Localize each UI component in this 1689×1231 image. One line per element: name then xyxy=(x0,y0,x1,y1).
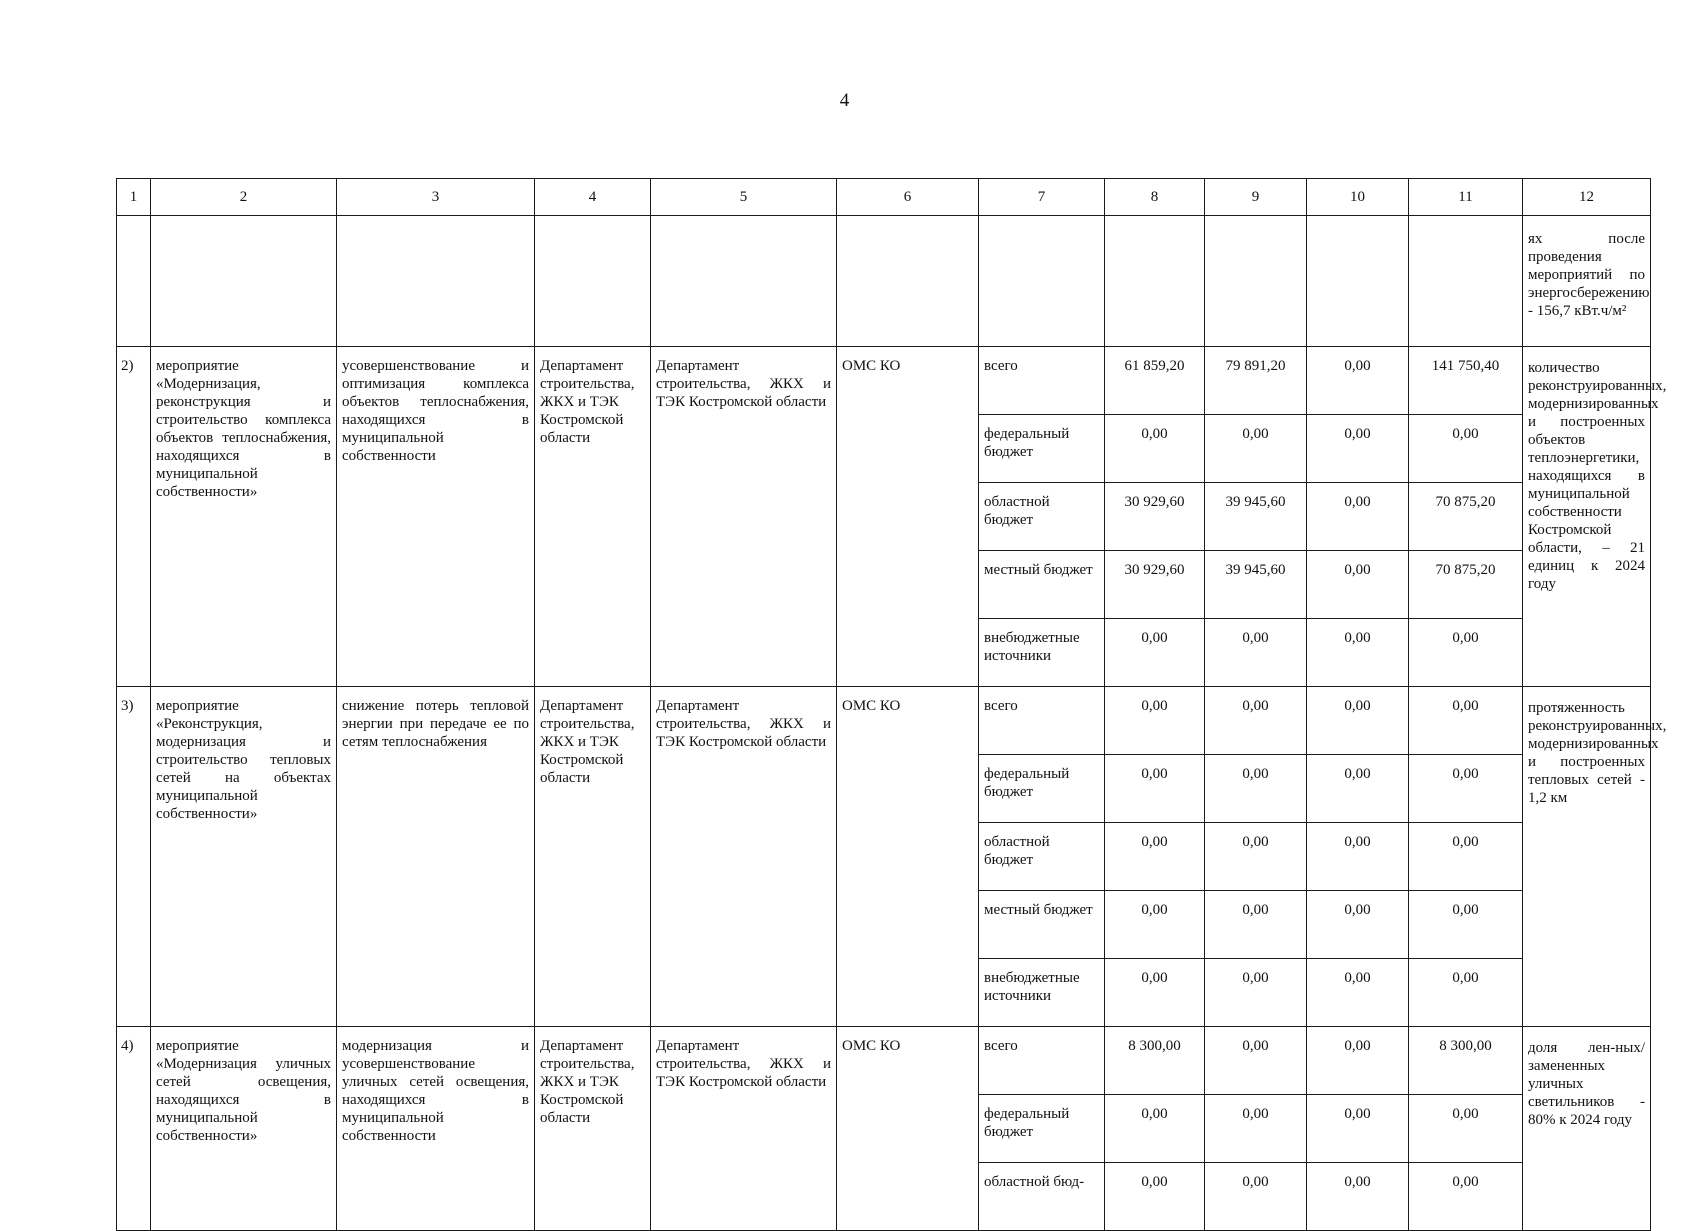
continuation-row xyxy=(117,216,1651,347)
empty-cell xyxy=(117,216,151,347)
amount-col8: 0,00 xyxy=(1105,891,1205,959)
header-cell: 7 xyxy=(979,179,1105,216)
amount-col8: 30 929,60 xyxy=(1105,551,1205,619)
funding-source: местный бюджет xyxy=(979,551,1105,619)
funding-source: областной бюджет xyxy=(979,483,1105,551)
amount-col10: 0,00 xyxy=(1307,823,1409,891)
header-cell: 10 xyxy=(1307,179,1409,216)
funding-source: внебюджетные источники xyxy=(979,619,1105,687)
empty-cell xyxy=(151,216,337,347)
amount-col11: 0,00 xyxy=(1409,891,1523,959)
result-continuation: ях после проведения мероприятий по энергосбережению - 156,7 кВт.ч/м² xyxy=(1523,216,1651,347)
header-cell: 9 xyxy=(1205,179,1307,216)
amount-col9: 0,00 xyxy=(1205,823,1307,891)
amount-col11: 70 875,20 xyxy=(1409,483,1523,551)
amount-col11: 141 750,40 xyxy=(1409,347,1523,415)
header-cell: 4 xyxy=(535,179,651,216)
funding-source: федеральный бюджет xyxy=(979,755,1105,823)
activity-name: мероприятие «Реконструкция, модернизация и строительство тепловых сетей на объектах муниципальной собственности» xyxy=(151,687,337,1027)
participant: Департамент строительства, ЖКХ и ТЭК Костромской области xyxy=(651,687,837,1027)
empty-cell xyxy=(337,216,535,347)
amount-col11: 0,00 xyxy=(1409,415,1523,483)
funding-source: областной бюджет xyxy=(979,823,1105,891)
activity-name: мероприятие «Модернизация уличных сетей освещения, находящихся в муниципальной собственности» xyxy=(151,1027,337,1231)
funding-source: всего xyxy=(979,1027,1105,1095)
funding-source: местный бюджет xyxy=(979,891,1105,959)
responsible-executor: Департамент строительства, ЖКХ и ТЭК Костромской области xyxy=(535,1027,651,1231)
row-index: 4) xyxy=(117,1027,151,1231)
empty-cell xyxy=(1409,216,1523,347)
amount-col10: 0,00 xyxy=(1307,755,1409,823)
amount-col11: 0,00 xyxy=(1409,687,1523,755)
amount-col9: 0,00 xyxy=(1205,891,1307,959)
empty-cell xyxy=(1205,216,1307,347)
amount-col10: 0,00 xyxy=(1307,1163,1409,1231)
amount-col11: 0,00 xyxy=(1409,619,1523,687)
row-index: 3) xyxy=(117,687,151,1027)
activity-row-4-total xyxy=(117,1027,1651,1095)
amount-col10: 0,00 xyxy=(1307,551,1409,619)
amount-col9: 39 945,60 xyxy=(1205,483,1307,551)
activity-goal: снижение потерь тепловой энергии при передаче ее по сетям теплоснабжения xyxy=(337,687,535,1027)
amount-col10: 0,00 xyxy=(1307,347,1409,415)
amount-col9: 39 945,60 xyxy=(1205,551,1307,619)
funding-source: областной бюд- xyxy=(979,1163,1105,1231)
amount-col10: 0,00 xyxy=(1307,1027,1409,1095)
funding-source: внебюджетные источники xyxy=(979,959,1105,1027)
amount-col8: 0,00 xyxy=(1105,415,1205,483)
activity-name: мероприятие «Модернизация, реконструкция и строительство комплекса объектов теплоснабжения, находящихся в муниципальной собственности» xyxy=(151,347,337,687)
amount-col9: 0,00 xyxy=(1205,415,1307,483)
header-cell: 3 xyxy=(337,179,535,216)
expected-result: доля лен-ных/замененных уличных светильников - 80% к 2024 году xyxy=(1523,1027,1651,1231)
amount-col9: 79 891,20 xyxy=(1205,347,1307,415)
amount-col9: 0,00 xyxy=(1205,755,1307,823)
amount-col9: 0,00 xyxy=(1205,619,1307,687)
activity-row-2-total xyxy=(117,347,1651,415)
amount-col8: 0,00 xyxy=(1105,687,1205,755)
amount-col9: 0,00 xyxy=(1205,1163,1307,1231)
amount-col9: 0,00 xyxy=(1205,687,1307,755)
amount-col11: 8 300,00 xyxy=(1409,1027,1523,1095)
co-executor: ОМС КО xyxy=(837,1027,979,1231)
amount-col10: 0,00 xyxy=(1307,959,1409,1027)
funding-source: федеральный бюджет xyxy=(979,415,1105,483)
amount-col11: 0,00 xyxy=(1409,959,1523,1027)
empty-cell xyxy=(651,216,837,347)
responsible-executor: Департамент строительства, ЖКХ и ТЭК Костромской области xyxy=(535,687,651,1027)
amount-col9: 0,00 xyxy=(1205,1027,1307,1095)
amount-col8: 0,00 xyxy=(1105,755,1205,823)
empty-cell xyxy=(837,216,979,347)
amount-col8: 8 300,00 xyxy=(1105,1027,1205,1095)
header-cell: 11 xyxy=(1409,179,1523,216)
page-number: 4 xyxy=(839,90,850,111)
amount-col9: 0,00 xyxy=(1205,959,1307,1027)
amount-col11: 0,00 xyxy=(1409,1163,1523,1231)
empty-cell xyxy=(979,216,1105,347)
expected-result: количество реконструированных, модернизированных и построенных объектов теплоэнергетики, находящихся в муниципальной собственности Костромской области, – 21 единиц к 2024 году xyxy=(1523,347,1651,687)
header-cell: 8 xyxy=(1105,179,1205,216)
header-row xyxy=(117,179,1651,216)
amount-col10: 0,00 xyxy=(1307,891,1409,959)
amount-col11: 0,00 xyxy=(1409,1095,1523,1163)
header-cell: 6 xyxy=(837,179,979,216)
co-executor: ОМС КО xyxy=(837,687,979,1027)
row-index: 2) xyxy=(117,347,151,687)
amount-col8: 0,00 xyxy=(1105,959,1205,1027)
amount-col8: 61 859,20 xyxy=(1105,347,1205,415)
participant: Департамент строительства, ЖКХ и ТЭК Костромской области xyxy=(651,1027,837,1231)
empty-cell xyxy=(535,216,651,347)
funding-source: всего xyxy=(979,347,1105,415)
header-cell: 5 xyxy=(651,179,837,216)
activity-goal: модернизация и усовершенствование уличных сетей освещения, находящихся в муниципальной собственности xyxy=(337,1027,535,1231)
co-executor: ОМС КО xyxy=(837,347,979,687)
amount-col8: 0,00 xyxy=(1105,1095,1205,1163)
expected-result: протяженность реконструированных, модернизированных и построенных тепловых сетей - 1,2 км xyxy=(1523,687,1651,1027)
funding-source: федеральный бюджет xyxy=(979,1095,1105,1163)
amount-col11: 0,00 xyxy=(1409,755,1523,823)
amount-col11: 0,00 xyxy=(1409,823,1523,891)
header-cell: 2 xyxy=(151,179,337,216)
activity-row-3-total xyxy=(117,687,1651,755)
activity-goal: усовершенствование и оптимизация комплекса объектов теплоснабжения, находящихся в муниципальной собственности xyxy=(337,347,535,687)
amount-col8: 0,00 xyxy=(1105,619,1205,687)
amount-col9: 0,00 xyxy=(1205,1095,1307,1163)
amount-col8: 0,00 xyxy=(1105,823,1205,891)
amount-col10: 0,00 xyxy=(1307,619,1409,687)
amount-col10: 0,00 xyxy=(1307,415,1409,483)
amount-col10: 0,00 xyxy=(1307,1095,1409,1163)
amount-col10: 0,00 xyxy=(1307,687,1409,755)
responsible-executor: Департамент строительства, ЖКХ и ТЭК Костромской области xyxy=(535,347,651,687)
program-activities-table xyxy=(116,178,1667,1231)
empty-cell xyxy=(1307,216,1409,347)
header-cell: 12 xyxy=(1523,179,1651,216)
participant: Департамент строительства, ЖКХ и ТЭК Костромской области xyxy=(651,347,837,687)
funding-source: всего xyxy=(979,687,1105,755)
amount-col8: 0,00 xyxy=(1105,1163,1205,1231)
header-cell: 1 xyxy=(117,179,151,216)
empty-cell xyxy=(1105,216,1205,347)
amount-col10: 0,00 xyxy=(1307,483,1409,551)
amount-col8: 30 929,60 xyxy=(1105,483,1205,551)
amount-col11: 70 875,20 xyxy=(1409,551,1523,619)
